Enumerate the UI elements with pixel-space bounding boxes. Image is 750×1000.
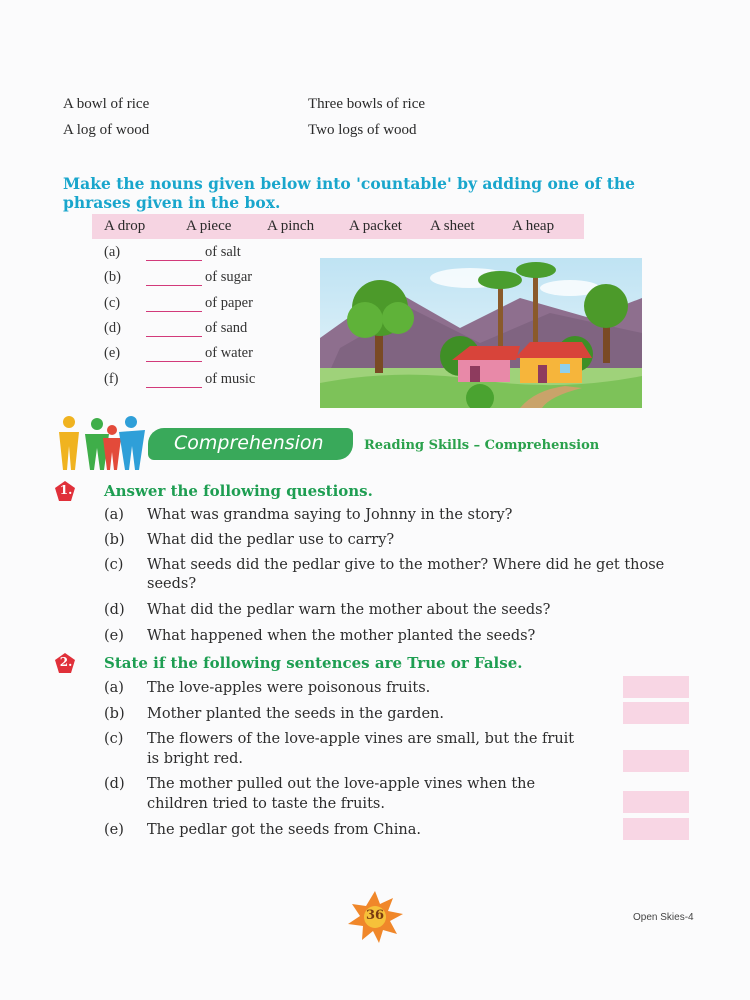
- example-plural-1: Three bowls of rice: [308, 96, 426, 112]
- house-door: [538, 365, 547, 383]
- q1-label: (e): [104, 628, 124, 644]
- q1-question: What happened when the mother planted the seeds?: [147, 628, 536, 644]
- example-singular-2: A log of wood: [63, 122, 150, 138]
- house-right: [520, 356, 582, 383]
- comprehension-banner-label: Comprehension: [174, 432, 324, 454]
- q2-statement: The love-apples were poisonous fruits.: [147, 680, 431, 696]
- exercise-instruction: Make the nouns given below into 'countable' by adding one of the phrases given in the box.: [63, 174, 636, 212]
- item-label: (c): [104, 295, 121, 311]
- q1-number: 1.: [59, 483, 73, 497]
- q2-number: 2.: [59, 655, 73, 669]
- item-noun: of water: [205, 345, 253, 361]
- example-singular-1: A bowl of rice: [63, 96, 150, 112]
- item-noun: of music: [205, 371, 256, 387]
- phrase-item: A packet: [349, 218, 402, 234]
- house-window: [560, 364, 570, 373]
- item-label: (e): [104, 345, 121, 361]
- q1-label: (d): [104, 602, 125, 618]
- q2-statement: The flowers of the love-apple vines are small, but the fruit: [147, 731, 575, 747]
- true-false-box[interactable]: [623, 750, 689, 772]
- landscape-illustration: [320, 258, 642, 408]
- section-subtitle: Reading Skills – Comprehension: [364, 438, 600, 453]
- phrase-item: A heap: [512, 218, 555, 234]
- q1-question: What did the pedlar use to carry?: [147, 532, 395, 548]
- answer-blank[interactable]: [146, 247, 202, 261]
- q1-label: (b): [104, 532, 125, 548]
- q2-statement-cont: is bright red.: [147, 751, 243, 767]
- q2-label: (e): [104, 822, 124, 838]
- true-false-box[interactable]: [623, 676, 689, 698]
- q1-title: Answer the following questions.: [104, 482, 373, 500]
- item-label: (f): [104, 371, 119, 387]
- q1-question-cont: seeds?: [147, 576, 197, 592]
- q1-label: (c): [104, 557, 124, 573]
- phrase-item: A sheet: [430, 218, 475, 234]
- answer-blank[interactable]: [146, 374, 202, 388]
- q2-title: State if the following sentences are True or False.: [104, 654, 523, 672]
- phrase-item: A piece: [186, 218, 232, 234]
- true-false-box[interactable]: [623, 818, 689, 840]
- item-label: (b): [104, 269, 121, 285]
- q1-question: What was grandma saying to Johnny in the story?: [147, 507, 513, 523]
- q1-question: What did the pedlar warn the mother about the seeds?: [147, 602, 551, 618]
- answer-blank[interactable]: [146, 272, 202, 286]
- q2-statement-cont: children tried to taste the fruits.: [147, 796, 385, 812]
- item-noun: of sugar: [205, 269, 253, 285]
- house-left: [458, 358, 510, 382]
- true-false-box[interactable]: [623, 791, 689, 813]
- q1-label: (a): [104, 507, 124, 523]
- q2-statement: The pedlar got the seeds from China.: [147, 822, 421, 838]
- q2-label: (a): [104, 680, 124, 696]
- item-noun: of salt: [205, 244, 241, 260]
- palm-trunk: [533, 273, 538, 353]
- item-noun: of paper: [205, 295, 253, 311]
- q2-statement: Mother planted the seeds in the garden.: [147, 706, 444, 722]
- item-label: (a): [104, 244, 121, 260]
- item-noun: of sand: [205, 320, 248, 336]
- item-label: (d): [104, 320, 121, 336]
- q2-label: (d): [104, 776, 125, 792]
- palm-tree: [478, 271, 522, 289]
- q2-label: (c): [104, 731, 124, 747]
- book-title: Open Skies-4: [633, 912, 694, 923]
- palm-tree: [516, 262, 556, 278]
- phrase-item: A pinch: [267, 218, 315, 234]
- phrase-box: [92, 214, 584, 239]
- people-icon: [57, 414, 147, 472]
- tree-left: [382, 302, 414, 334]
- house-door: [470, 366, 480, 382]
- answer-blank[interactable]: [146, 323, 202, 337]
- q2-label: (b): [104, 706, 125, 722]
- example-plural-2: Two logs of wood: [308, 122, 417, 138]
- answer-blank[interactable]: [146, 298, 202, 312]
- tree-left: [347, 302, 383, 338]
- tree-right: [584, 284, 628, 328]
- answer-blank[interactable]: [146, 348, 202, 362]
- q1-question: What seeds did the pedlar give to the mother? Where did he get those: [147, 557, 665, 573]
- comprehension-banner: [148, 428, 353, 460]
- page-number: 36: [365, 908, 385, 923]
- q2-statement: The mother pulled out the love-apple vines when the: [147, 776, 536, 792]
- phrase-item: A drop: [104, 218, 146, 234]
- true-false-box[interactable]: [623, 702, 689, 724]
